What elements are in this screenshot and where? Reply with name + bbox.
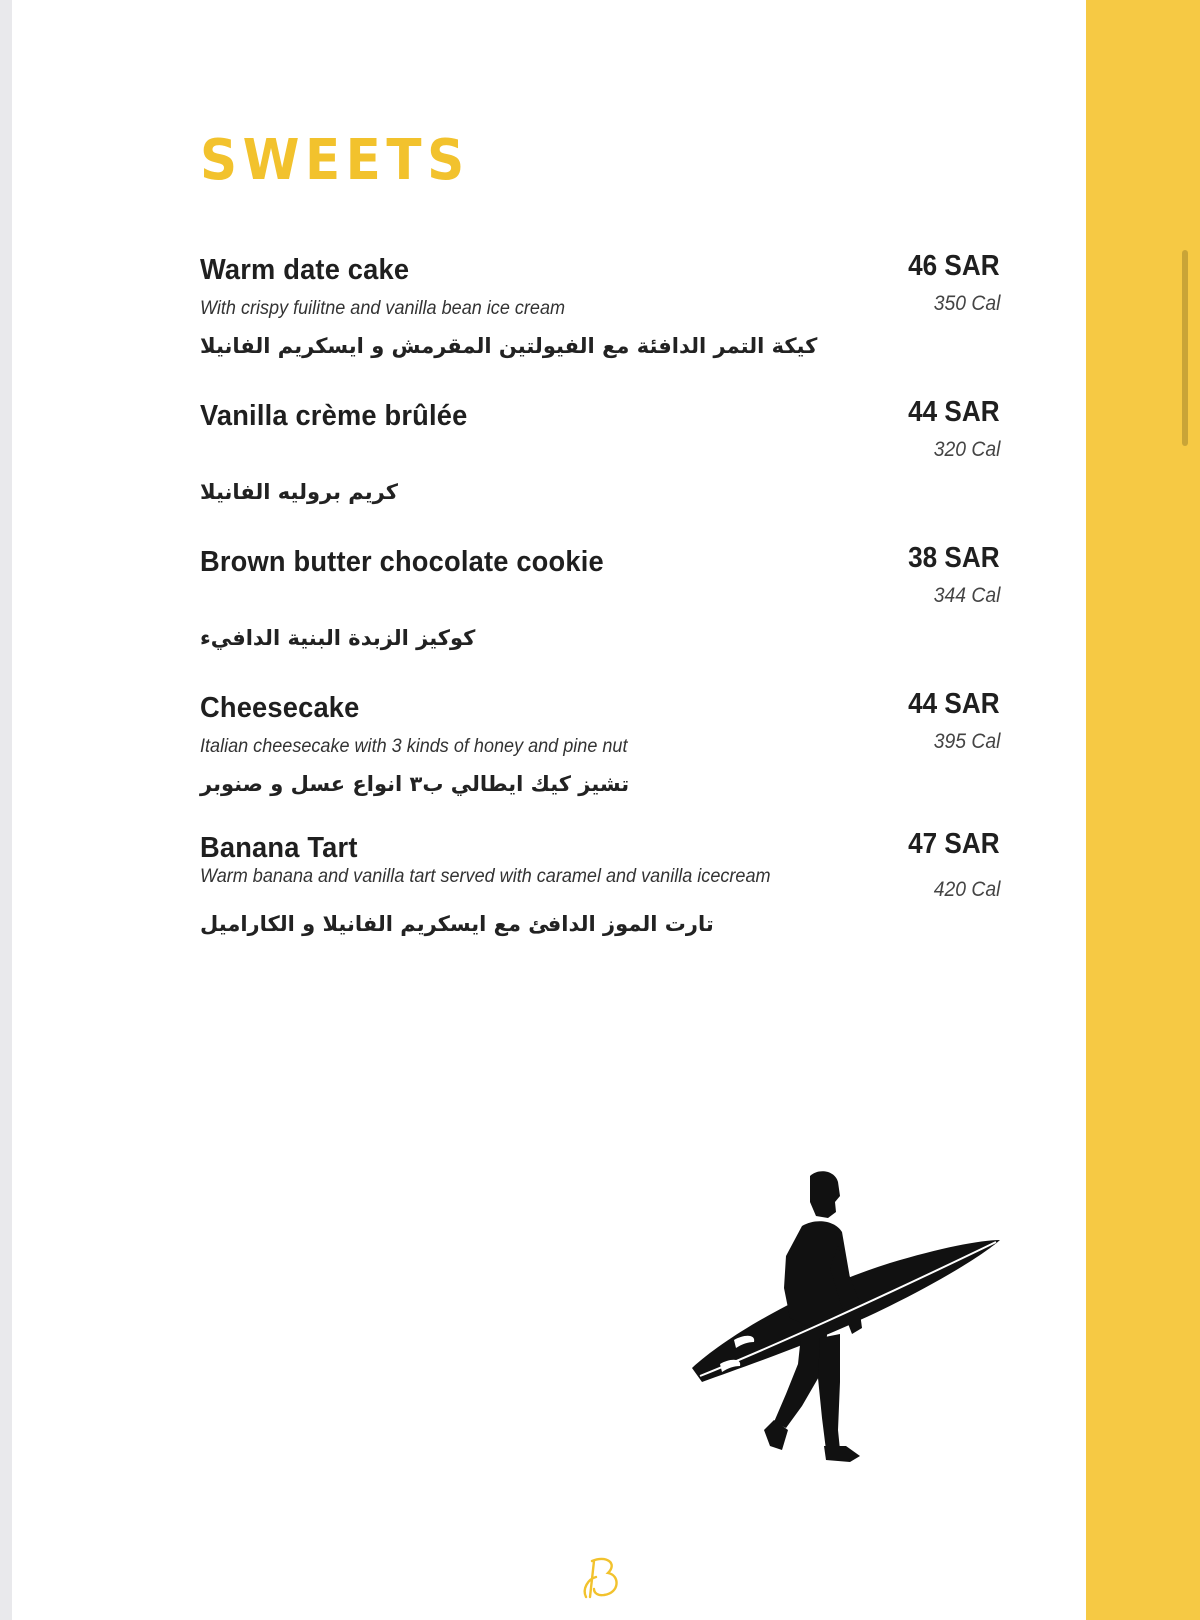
item-price: 38 SAR xyxy=(908,542,1000,574)
item-name: Warm date cake xyxy=(200,254,410,286)
item-name: Banana Tart xyxy=(200,832,358,864)
section-title: SWEETS xyxy=(200,128,470,193)
brand-monogram-icon xyxy=(578,1553,622,1603)
item-arabic-name: كريم بروليه الفانيلا xyxy=(200,480,398,504)
item-description: Italian cheesecake with 3 kinds of honey and pine nut xyxy=(200,736,628,757)
scrollbar[interactable] xyxy=(1182,250,1188,446)
item-name: Vanilla crème brûlée xyxy=(200,400,468,432)
item-calories: 320 Cal xyxy=(933,438,1000,461)
menu-item xyxy=(200,688,1000,832)
item-arabic-name: تارت الموز الدافئ مع ايسكريم الفانيلا و الكاراميل xyxy=(200,912,714,936)
surfer-with-surfboard-icon xyxy=(690,1168,1010,1474)
menu-item xyxy=(200,828,1000,972)
item-arabic-name: تشيز كيك ايطالي ب٣ انواع عسل و صنوبر xyxy=(200,772,630,796)
item-description: With crispy fuilitne and vanilla bean ice cream xyxy=(200,298,566,319)
yellow-side-band xyxy=(1086,0,1200,1620)
menu-item xyxy=(200,250,1000,394)
item-arabic-name: كيكة التمر الدافئة مع الفيولتين المقرمش و ايسكريم الفانيلا xyxy=(200,334,818,358)
item-calories: 344 Cal xyxy=(933,584,1000,607)
item-name: Cheesecake xyxy=(200,692,360,724)
item-price: 44 SAR xyxy=(908,396,1000,428)
item-name: Brown butter chocolate cookie xyxy=(200,546,604,578)
item-description: Warm banana and vanilla tart served with caramel and vanilla icecream xyxy=(200,866,771,887)
item-price: 44 SAR xyxy=(908,688,1000,720)
item-price: 46 SAR xyxy=(908,250,1000,282)
menu-item xyxy=(200,542,1000,686)
item-calories: 350 Cal xyxy=(933,292,1000,315)
item-arabic-name: كوكيز الزبدة البنية الدافيء xyxy=(200,626,476,650)
item-price: 47 SAR xyxy=(908,828,1000,860)
menu-item xyxy=(200,396,1000,540)
item-calories: 395 Cal xyxy=(933,730,1000,753)
item-calories: 420 Cal xyxy=(933,878,1000,901)
